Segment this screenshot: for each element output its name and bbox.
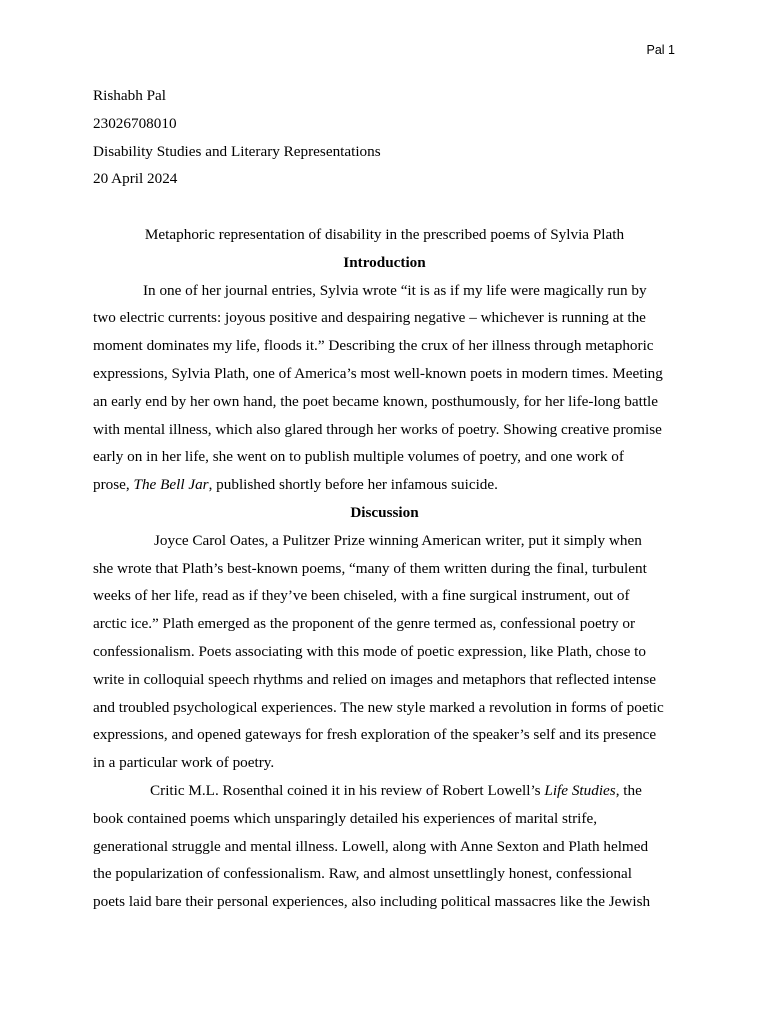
paragraph-line: [93, 471, 676, 499]
book-title-italic: Life Studies: [544, 781, 616, 799]
book-title-italic: The Bell Jar: [133, 476, 209, 494]
author-name: Rishabh Pal: [93, 87, 166, 104]
paragraph-line: arctic ice.” Plath emerged as the proponent of the genre termed as, confessional poetry or: [93, 615, 636, 633]
paragraph-line: an early end by her own hand, the poet became known, posthumously, for her life-long battle: [93, 392, 659, 410]
line-text: , published shortly before her infamous suicide.: [208, 476, 498, 494]
paragraph-line: she wrote that Plath’s best-known poems, “many of them written during the final, turbulent: [93, 559, 647, 577]
paragraph-line: book contained poems which unsparingly detailed his experiences of marital strife,: [93, 809, 597, 827]
author-block: [93, 82, 676, 193]
paragraph-line: early on in her life, she went on to publish multiple volumes of poetry, and one work of: [93, 448, 624, 466]
line-text: prose,: [93, 476, 134, 494]
paragraph-line: [93, 777, 676, 805]
page-number: Pal 1: [646, 43, 675, 57]
paragraph-line: write in colloquial speech rhythms and relied on images and metaphors that reflected intense: [93, 670, 657, 688]
submission-date: 20 April 2024: [93, 170, 178, 188]
line-text: , the: [615, 781, 642, 799]
paragraph-line: Joyce Carol Oates, a Pulitzer Prize winning American writer, put it simply when: [154, 531, 642, 549]
blank-line: [93, 193, 676, 221]
paper-title: Metaphoric representation of disability in the prescribed poems of Sylvia Plath: [144, 225, 625, 243]
paragraph-line: with mental illness, which also glared through her works of poetry. Showing creative promise: [93, 420, 662, 438]
course-name: Disability Studies and Literary Representations: [93, 142, 381, 160]
introduction-paragraph: [93, 277, 676, 499]
paragraph-line: expressions, Sylvia Plath, one of America’s most well-known poets in modern times. Meeting: [93, 364, 663, 382]
paragraph-line: expressions, and opened gateways for fresh exploration of the speaker’s self and its presence: [93, 726, 657, 744]
paragraph-line: generational struggle and mental illness. Lowell, along with Anne Sexton and Plath helmed: [93, 837, 649, 855]
introduction-heading: Introduction: [343, 253, 426, 271]
paragraph-line: In one of her journal entries, Sylvia wrote “it is as if my life were magically run by: [143, 281, 647, 299]
paragraph-line: moment dominates my life, floods it.” Describing the crux of her illness through metaphoric: [93, 337, 654, 355]
paragraph-line: and troubled psychological experiences. The new style marked a revolution in forms of poetic: [93, 698, 664, 716]
paragraph-line: two electric currents: joyous positive and despairing negative – whichever is running at the: [93, 309, 646, 327]
student-id: 23026708010: [93, 114, 177, 132]
paragraph-line: poets laid bare their personal experiences, also including political massacres like the Jewish: [93, 893, 651, 911]
paragraph-line: confessionalism. Poets associating with this mode of poetic expression, like Plath, chose to: [93, 642, 646, 660]
paragraph-line: in a particular work of poetry.: [93, 754, 275, 772]
paragraph-line: weeks of her life, read as if they’ve been chiseled, with a fine surgical instrument, out of: [93, 587, 630, 605]
document-body: [93, 82, 676, 916]
discussion-paragraph-1: [93, 527, 676, 777]
discussion-paragraph-2: [93, 777, 676, 916]
line-text: Critic M.L. Rosenthal coined it in his review of Robert Lowell’s: [150, 781, 545, 799]
discussion-heading: Discussion: [350, 503, 419, 521]
paragraph-line: the popularization of confessionalism. Raw, and almost unsettlingly honest, confessional: [93, 865, 632, 883]
